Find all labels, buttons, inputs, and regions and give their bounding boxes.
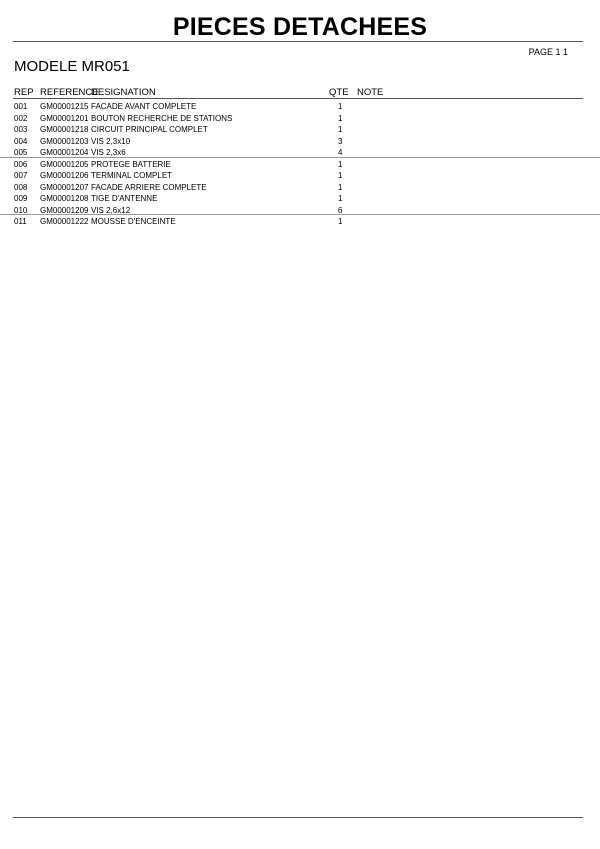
table-row xyxy=(0,192,600,204)
table-row xyxy=(0,169,600,181)
cell-qte: 1 xyxy=(338,102,343,111)
cell-reference: GM00001218 xyxy=(40,125,89,134)
cell-reference: GM00001209 xyxy=(40,205,89,215)
cell-reference: GM00001204 xyxy=(40,148,89,157)
cell-qte: 1 xyxy=(338,125,343,134)
table-row xyxy=(0,181,600,193)
cell-reference: GM00001215 xyxy=(40,102,89,111)
table-row xyxy=(0,123,600,135)
cell-qte: 1 xyxy=(338,182,343,192)
cell-qte: 6 xyxy=(338,205,343,215)
cell-qte: 3 xyxy=(338,136,343,146)
table-row xyxy=(0,204,600,216)
model-heading: MODELE MR051 xyxy=(14,58,130,75)
header-qte: QTE xyxy=(329,87,349,98)
cell-designation: FACADE AVANT COMPLETE xyxy=(91,102,197,111)
cell-rep: 009 xyxy=(14,194,28,203)
cell-rep: 010 xyxy=(14,205,28,215)
cell-designation: TIGE D'ANTENNE xyxy=(91,194,158,203)
cell-designation: TERMINAL COMPLET xyxy=(91,171,173,180)
cell-designation: BOUTON RECHERCHE DE STATIONS xyxy=(91,113,233,123)
cell-reference: GM00001203 xyxy=(40,136,89,146)
cell-reference: GM00001222 xyxy=(40,217,89,226)
cell-rep: 008 xyxy=(14,182,28,192)
cell-designation: PROTEGE BATTERIE xyxy=(91,159,171,169)
cell-designation: VIS 2,3x6 xyxy=(91,148,126,157)
header-designation: DESIGNATION xyxy=(91,87,156,98)
cell-rep: 006 xyxy=(14,159,28,169)
cell-rep: 002 xyxy=(14,113,28,123)
cell-rep: 004 xyxy=(14,136,28,146)
cell-reference: GM00001201 xyxy=(40,113,89,123)
cell-designation: VIS 2,6x12 xyxy=(91,205,131,215)
header-note: NOTE xyxy=(357,87,384,98)
page-number: PAGE 1 1 xyxy=(528,47,568,57)
cell-rep: 007 xyxy=(14,171,28,180)
title-divider xyxy=(13,41,583,42)
cell-reference: GM00001206 xyxy=(40,171,89,180)
cell-qte: 4 xyxy=(338,148,343,157)
cell-qte: 1 xyxy=(338,159,343,169)
parts-table xyxy=(0,100,600,227)
cell-rep: 011 xyxy=(14,217,27,226)
cell-reference: GM00001205 xyxy=(40,159,89,169)
cell-reference: GM00001207 xyxy=(40,182,89,192)
cell-rep: 003 xyxy=(14,125,28,134)
cell-rep: 005 xyxy=(14,148,28,157)
cell-qte: 1 xyxy=(338,194,343,203)
table-row xyxy=(0,112,600,124)
table-row xyxy=(0,215,600,227)
page-title: PIECES DETACHEES xyxy=(172,13,428,41)
table-row xyxy=(0,158,600,170)
cell-designation: MOUSSE D'ENCEINTE xyxy=(91,217,176,226)
header-divider xyxy=(13,98,583,99)
table-row xyxy=(0,146,600,158)
cell-rep: 001 xyxy=(14,102,28,111)
table-row xyxy=(0,135,600,147)
cell-qte: 1 xyxy=(338,217,343,226)
cell-designation: CIRCUIT PRINCIPAL COMPLET xyxy=(91,125,208,134)
header-rep: REP xyxy=(14,87,34,98)
table-row xyxy=(0,100,600,112)
cell-reference: GM00001208 xyxy=(40,194,89,203)
cell-designation: VIS 2,3x10 xyxy=(91,136,131,146)
cell-qte: 1 xyxy=(338,171,343,180)
footer-divider xyxy=(13,817,583,818)
cell-qte: 1 xyxy=(338,113,343,123)
cell-designation: FACADE ARRIERE COMPLETE xyxy=(91,182,207,192)
header-reference: REFERENCE xyxy=(40,87,99,98)
